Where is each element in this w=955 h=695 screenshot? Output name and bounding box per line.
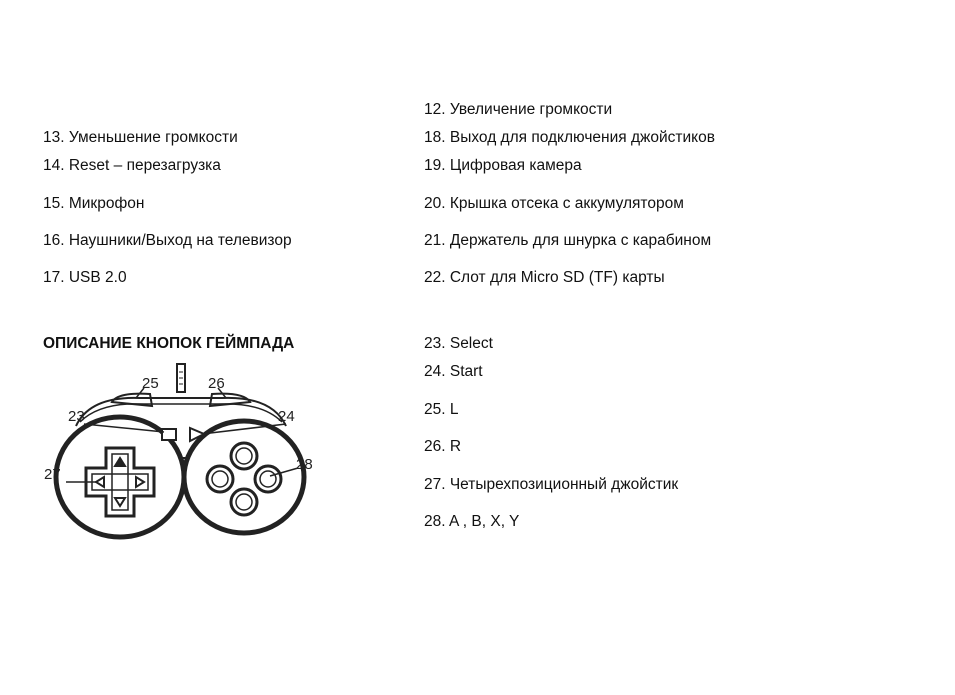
right-item-21: 21. Держатель для шнурка с карабином (424, 232, 712, 249)
select-button (162, 429, 176, 440)
section-heading: ОПИСАНИЕ КНОПОК ГЕЙМПАДА (43, 335, 295, 352)
left-item-13: 13. Уменьшение громкости (43, 129, 238, 146)
gamepad-diagram (40, 362, 330, 547)
gamepad-item-23: 23. Select (424, 335, 493, 352)
right-item-18: 18. Выход для подключения джойстиков (424, 129, 715, 146)
gamepad-item-27: 27. Четырехпозиционный джойстик (424, 476, 679, 493)
diagram-label-26: 26 (208, 375, 225, 392)
diagram-label-24: 24 (278, 408, 295, 425)
diagram-label-27: 27 (44, 466, 61, 483)
right-item-19: 19. Цифровая камера (424, 157, 582, 174)
diagram-label-25: 25 (142, 375, 159, 392)
left-item-16: 16. Наушники/Выход на телевизор (43, 232, 292, 249)
gamepad-item-24: 24. Start (424, 363, 483, 380)
left-item-17: 17. USB 2.0 (43, 269, 127, 286)
gamepad-item-26: 26. R (424, 438, 462, 455)
diagram-label-23: 23 (68, 408, 85, 425)
left-item-14: 14. Reset – перезагрузка (43, 157, 221, 174)
right-item-12: 12. Увеличение громкости (424, 101, 613, 118)
right-item-22: 22. Слот для Micro SD (TF) карты (424, 269, 665, 286)
left-item-15: 15. Микрофон (43, 195, 145, 212)
gamepad-item-25: 25. L (424, 401, 459, 418)
diagram-label-28: 28 (296, 456, 313, 473)
right-item-20: 20. Крышка отсека с аккумулятором (424, 195, 684, 212)
gamepad-item-28: 28. A , B, X, Y (424, 513, 520, 530)
